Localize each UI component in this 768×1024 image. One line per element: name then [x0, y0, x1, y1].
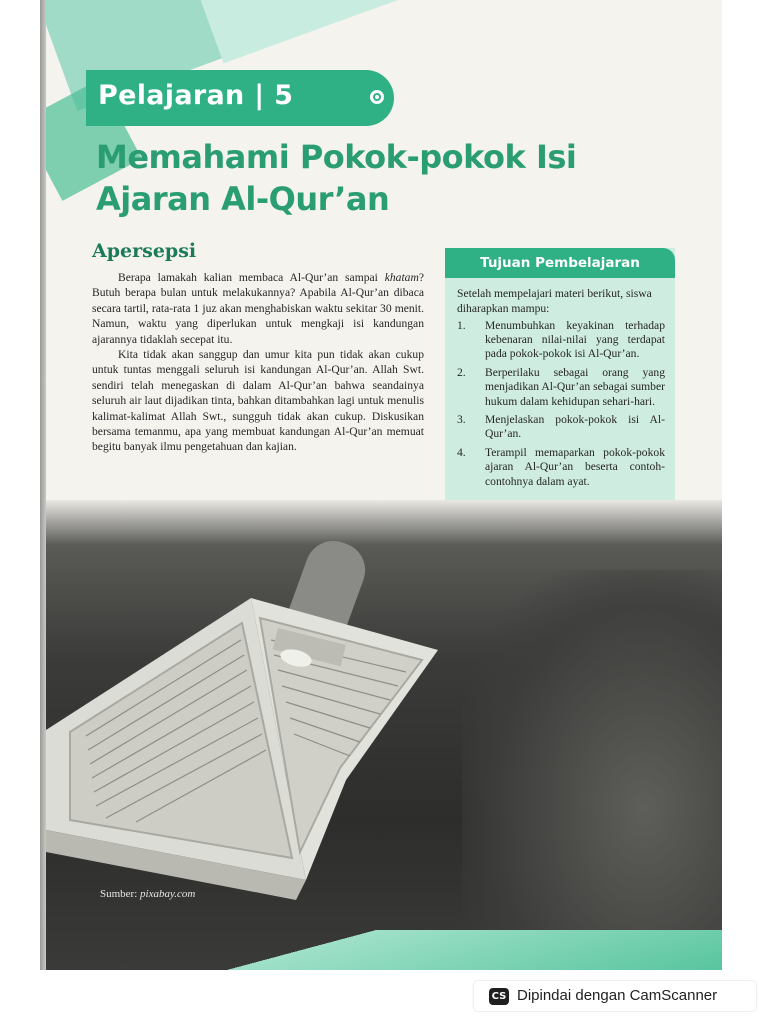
decor-band [186, 0, 430, 63]
photo-credit-label: Sumber: [100, 888, 141, 900]
list-item [457, 366, 665, 409]
camscanner-watermark [474, 981, 756, 1011]
chapter-title [96, 136, 656, 220]
item-text: Menumbuhkan keyakinan terhadap kebenaran nilai-nilai yang terdapat pada pokok-pokok isi Al-Qur’an. [485, 318, 665, 361]
target-dot-icon [370, 90, 384, 104]
item-text: Berperilaku sebagai orang yang menjadikan Al-Qur’an sebagai sumber hukum dalam kehidupan sehari-hari. [485, 365, 665, 408]
learning-objectives-intro: Setelah mempelajari materi berikut, siswa diharapkan mampu: [457, 287, 652, 315]
list-item [457, 319, 665, 362]
photo-credit-source: pixabay.com [140, 888, 196, 900]
item-number: 3. [457, 413, 466, 427]
text-run: ? Butuh berapa bulan untuk melakukannya? Apabila Al-Qur’an dibaca secara tartil, rata-rata 1 juz akan menghabiskan waktu sekitar 30 menit. Namun, waktu yang diperlukan untuk mengkaji isi kandungan ajarannya tidaklah secepat itu. [92, 271, 424, 346]
learning-objectives-box [445, 248, 675, 524]
italic-term: khatam [384, 271, 419, 284]
item-text: Menjelaskan pokok-pokok isi Al-Qur’an. [485, 413, 665, 441]
item-text: Terampil memaparkan pokok-pokok ajaran Al-Qur’an beserta contoh-contohnya dalam ayat. [485, 445, 665, 488]
item-number: 2. [457, 365, 466, 379]
camscanner-label: Dipindai dengan CamScanner [517, 987, 718, 1004]
photo-credit [100, 888, 195, 900]
text-run: Berapa lamakah kalian membaca Al-Qur’an sampai [118, 271, 385, 284]
apersepsi-paragraph: Kita tidak akan sanggup dan umur kita pun tidak akan cukup untuk tuntas menggali seluruh isi kandungan Al-Qur’an. Allah Swt. sendiri telah menegaskan di dalam Al-Qur’an bahwa seandainya seluruh air laut dijadikan tinta, bahkan ditambahkan lagi untuk menulis kalimat-kalimat Allah Swt., sungguh tidak akan cukup. Diskusikan bersama temanmu, apa yang membuat kandungan Al-Qur’an memuat begitu banyak ilmu pengetahuan dan kajian. [92, 348, 424, 454]
learning-objectives-heading: Tujuan Pembelajaran [445, 248, 675, 278]
chapter-title-line1: Memahami Pokok-pokok Isi [96, 138, 577, 176]
apersepsi-text [92, 270, 424, 455]
item-number: 4. [457, 445, 466, 459]
lesson-number-label: Pelajaran | 5 [98, 80, 294, 111]
chapter-title-line2: Ajaran Al-Qur’an [96, 180, 390, 218]
camscanner-logo-icon: CS [489, 988, 509, 1005]
decor-band-bottom [46, 930, 722, 970]
learning-objectives-list [457, 319, 665, 489]
apersepsi-heading: Apersepsi [92, 240, 197, 262]
list-item [457, 446, 665, 489]
lesson-number-tab [86, 70, 394, 126]
apersepsi-paragraph [92, 270, 424, 347]
item-number: 1. [457, 318, 466, 332]
list-item [457, 413, 665, 442]
